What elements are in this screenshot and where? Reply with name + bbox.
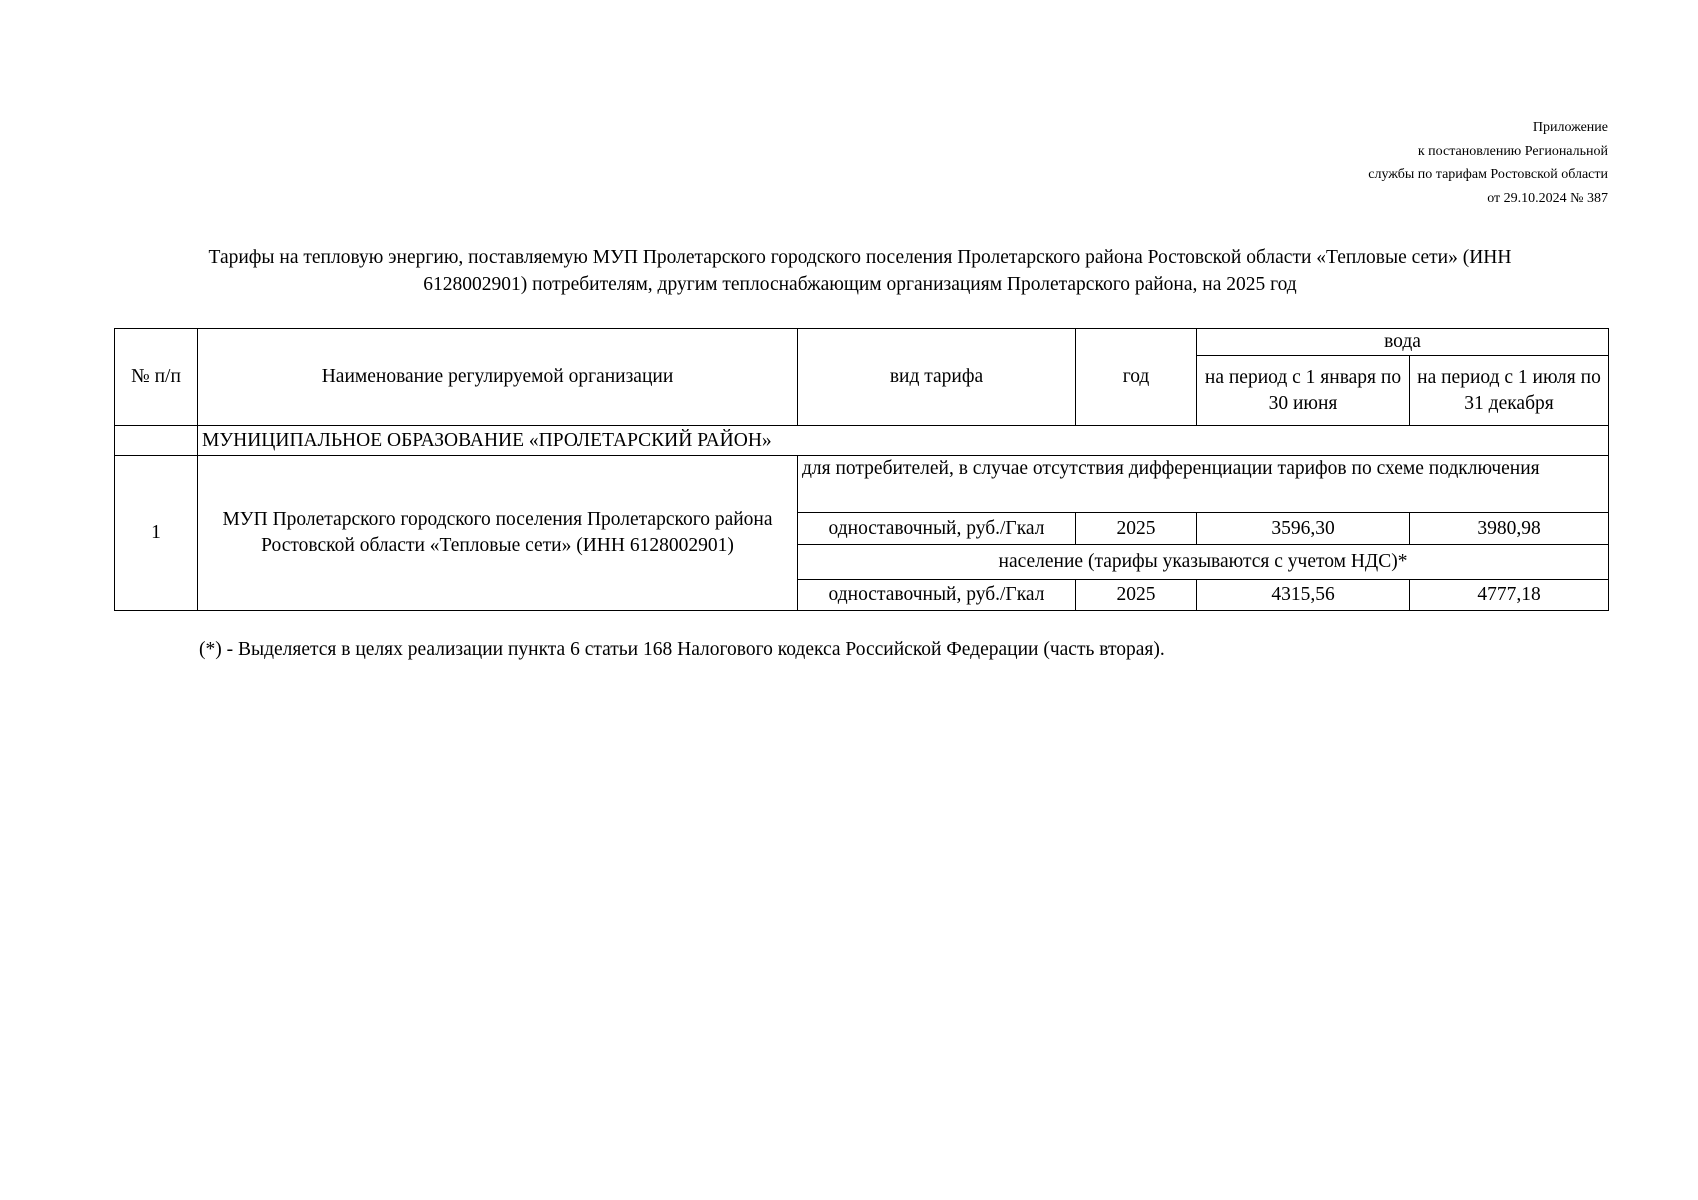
- appendix-line-2: к постановлению Региональной: [1417, 143, 1608, 159]
- appendix-line-4: от 29.10.2024 № 387: [1487, 190, 1608, 206]
- group2-period-2-value: 4777,18: [1410, 580, 1609, 611]
- row-number: 1: [115, 456, 198, 611]
- group2-period-1-value: 4315,56: [1197, 580, 1410, 611]
- appendix-line-1: Приложение: [1532, 120, 1608, 135]
- header-year: год: [1076, 329, 1197, 426]
- header-tariff-type: вид тарифа: [798, 329, 1076, 426]
- header-period-2: на период с 1 июля по 31 декабря: [1410, 356, 1609, 426]
- header-water: вода: [1197, 329, 1609, 356]
- header-period-1: на период с 1 января по 30 июня: [1197, 356, 1410, 426]
- document-title-line-2: 6128002901) потребителям, другим теплоснабжающим организациям Пролетарского района, на 2025 год: [423, 274, 1297, 295]
- group1-period-1-value: 3596,30: [1197, 513, 1410, 545]
- footnote: (*) - Выделяется в целях реализации пункта 6 статьи 168 Налогового кодекса Российской Федерации (часть вторая).: [199, 639, 1165, 660]
- header-number: № п/п: [115, 329, 198, 426]
- group2-title: население (тарифы указываются с учетом НДС)*: [798, 545, 1609, 580]
- tariff-table: [114, 328, 1609, 611]
- appendix-block: [1368, 116, 1608, 210]
- group2-tariff-type: одноставочный, руб./Гкал: [798, 580, 1076, 611]
- section-title: МУНИЦИПАЛЬНОЕ ОБРАЗОВАНИЕ «ПРОЛЕТАРСКИЙ РАЙОН»: [198, 426, 1609, 456]
- group1-title: для потребителей, в случае отсутствия дифференциации тарифов по схеме подключения: [798, 456, 1609, 513]
- header-org-name: Наименование регулируемой организации: [198, 329, 798, 426]
- group1-tariff-type: одноставочный, руб./Гкал: [798, 513, 1076, 545]
- document-title: [120, 244, 1600, 298]
- document-title-line-1: Тарифы на тепловую энергию, поставляемую МУП Пролетарского городского поселения Пролетарского района Ростовской области «Тепловые сети» (ИНН: [208, 247, 1512, 268]
- group1-year: 2025: [1076, 513, 1197, 545]
- group1-period-2-value: 3980,98: [1410, 513, 1609, 545]
- row-org-name: МУП Пролетарского городского поселения Пролетарского района Ростовской области «Тепловые сети» (ИНН 6128002901): [198, 456, 798, 611]
- appendix-line-3: службы по тарифам Ростовской области: [1368, 167, 1608, 182]
- section-empty-cell: [115, 426, 198, 456]
- group2-year: 2025: [1076, 580, 1197, 611]
